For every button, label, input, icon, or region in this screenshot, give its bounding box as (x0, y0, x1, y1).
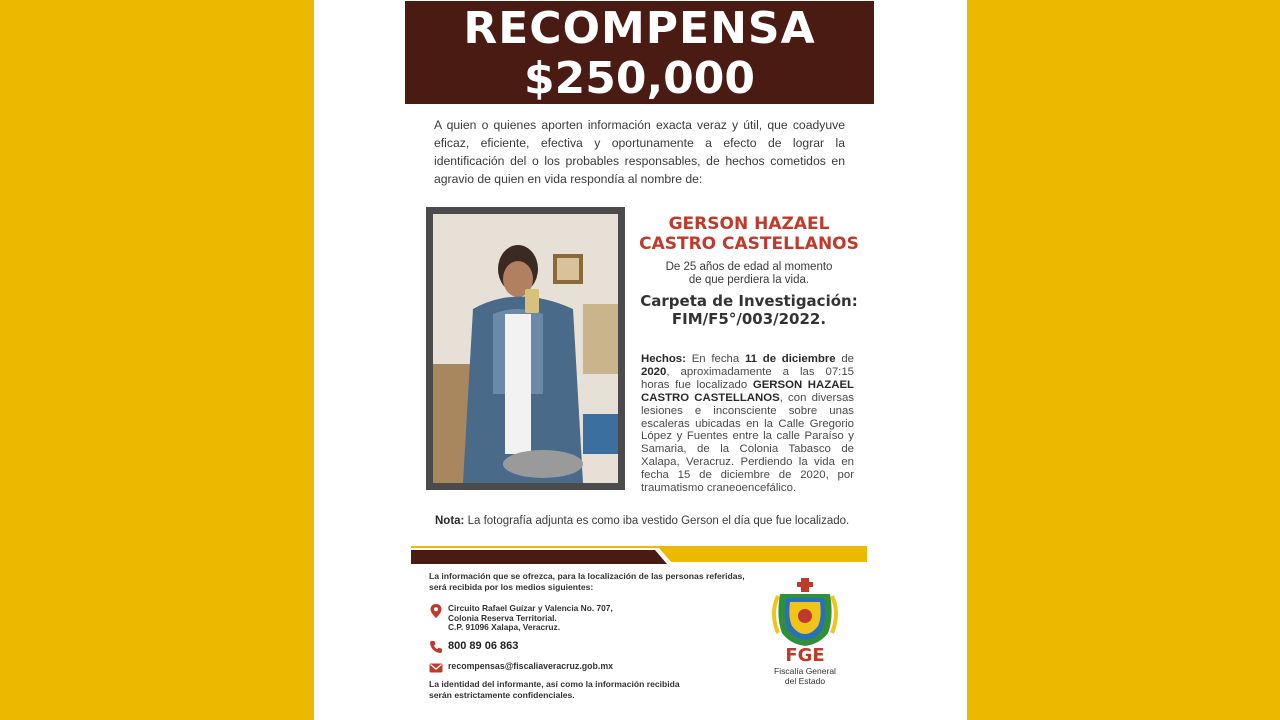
address-row (429, 604, 613, 633)
phone-row (429, 640, 518, 654)
email-icon (429, 661, 443, 675)
reward-amount: $250,000 (523, 53, 756, 104)
facts-text-2: de (835, 353, 854, 365)
contact-intro-line1: La información que se ofrezca, para la localización de las personas referidas, (429, 571, 745, 581)
victim-name-line2: CASTRO CASTELLANOS (639, 234, 859, 254)
facts-name: GERSON HAZAEL CASTRO CASTELLANOS (641, 378, 854, 404)
note-label: Nota: (435, 515, 465, 527)
fge-acronym: FGE (785, 645, 825, 666)
age-line2: de que perdiera la vida. (688, 274, 810, 286)
phone-icon (429, 640, 443, 654)
address-line1: Circuito Rafael Guízar y Valencia No. 707, (448, 603, 613, 613)
map-pin-icon (429, 604, 443, 618)
email-row (429, 661, 613, 675)
note (435, 515, 849, 527)
email-address[interactable]: recompensas@fiscaliaveracruz.gob.mx (448, 661, 614, 671)
address (448, 604, 613, 633)
carpeta-label: Carpeta de Investigación: (640, 292, 858, 310)
facts-date: 11 de diciembre (744, 353, 836, 365)
facts-paragraph (641, 353, 854, 495)
banner-title: RECOMPENSA (463, 3, 816, 54)
facts-text-4: , con diversas lesiones e inconsciente sobre unas escaleras ubicadas en la Calle Gregorio López y Fuentes entre la calle Paraíso y Samaria, de la Colonia Tabasco de Xalapa, Veracruz. Perdiendo la vida en fecha 15 de diciembre de 2020, por traumatismo craneoencefálico. (641, 391, 854, 495)
contact-intro (429, 571, 769, 593)
reward-banner (405, 1, 874, 104)
facts-text-3: , aproximadamente a las 07:15 horas fue localizado (641, 365, 854, 391)
carpeta-number: FIM/F5°/003/2022. (671, 310, 827, 328)
facts-text-1: En fecha (685, 353, 745, 365)
victim-photo (433, 214, 618, 483)
note-text: La fotografía adjunta es como iba vestido Gerson el día que fue localizado. (464, 515, 850, 527)
address-line2: Colonia Reserva Territorial. (448, 612, 557, 623)
victim-name (634, 214, 864, 254)
facts-label: Hechos: (641, 353, 686, 365)
person-photo-illustration (433, 214, 618, 483)
contact-intro-line2: será recibida por los medios siguientes: (429, 582, 594, 592)
investigation-file (634, 292, 864, 328)
confidentiality-note (429, 679, 729, 701)
confid-line1: La identidad del informante, así como la información recibida (429, 679, 680, 689)
intro-paragraph: A quien o quienes aporten información exacta veraz y útil, que coadyuve eficaz, eficiente, efectiva y oportunamente a efecto de lograr la identificación del o los probables responsables, de hechos cometidos en agravio de quien en vida respondía al nombre de: (434, 118, 845, 186)
facts-year: 2020 (641, 365, 667, 378)
fge-name-line2: del Estado (784, 676, 826, 686)
decorative-stripes (411, 546, 867, 566)
victim-age (634, 261, 864, 287)
victim-name-line1: GERSON HAZAEL (668, 214, 830, 234)
fge-name (760, 666, 850, 686)
reward-poster (314, 0, 967, 720)
confid-line2: serán estrictamente confidenciales. (429, 690, 575, 700)
photo-frame (426, 207, 625, 490)
fge-name-line1: Fiscalía General (774, 666, 836, 676)
age-line1: De 25 años de edad al momento (665, 261, 833, 273)
phone-number[interactable]: 800 89 06 863 (448, 640, 519, 652)
address-line3: C.P. 91096 Xalapa, Veracruz. (448, 622, 561, 633)
